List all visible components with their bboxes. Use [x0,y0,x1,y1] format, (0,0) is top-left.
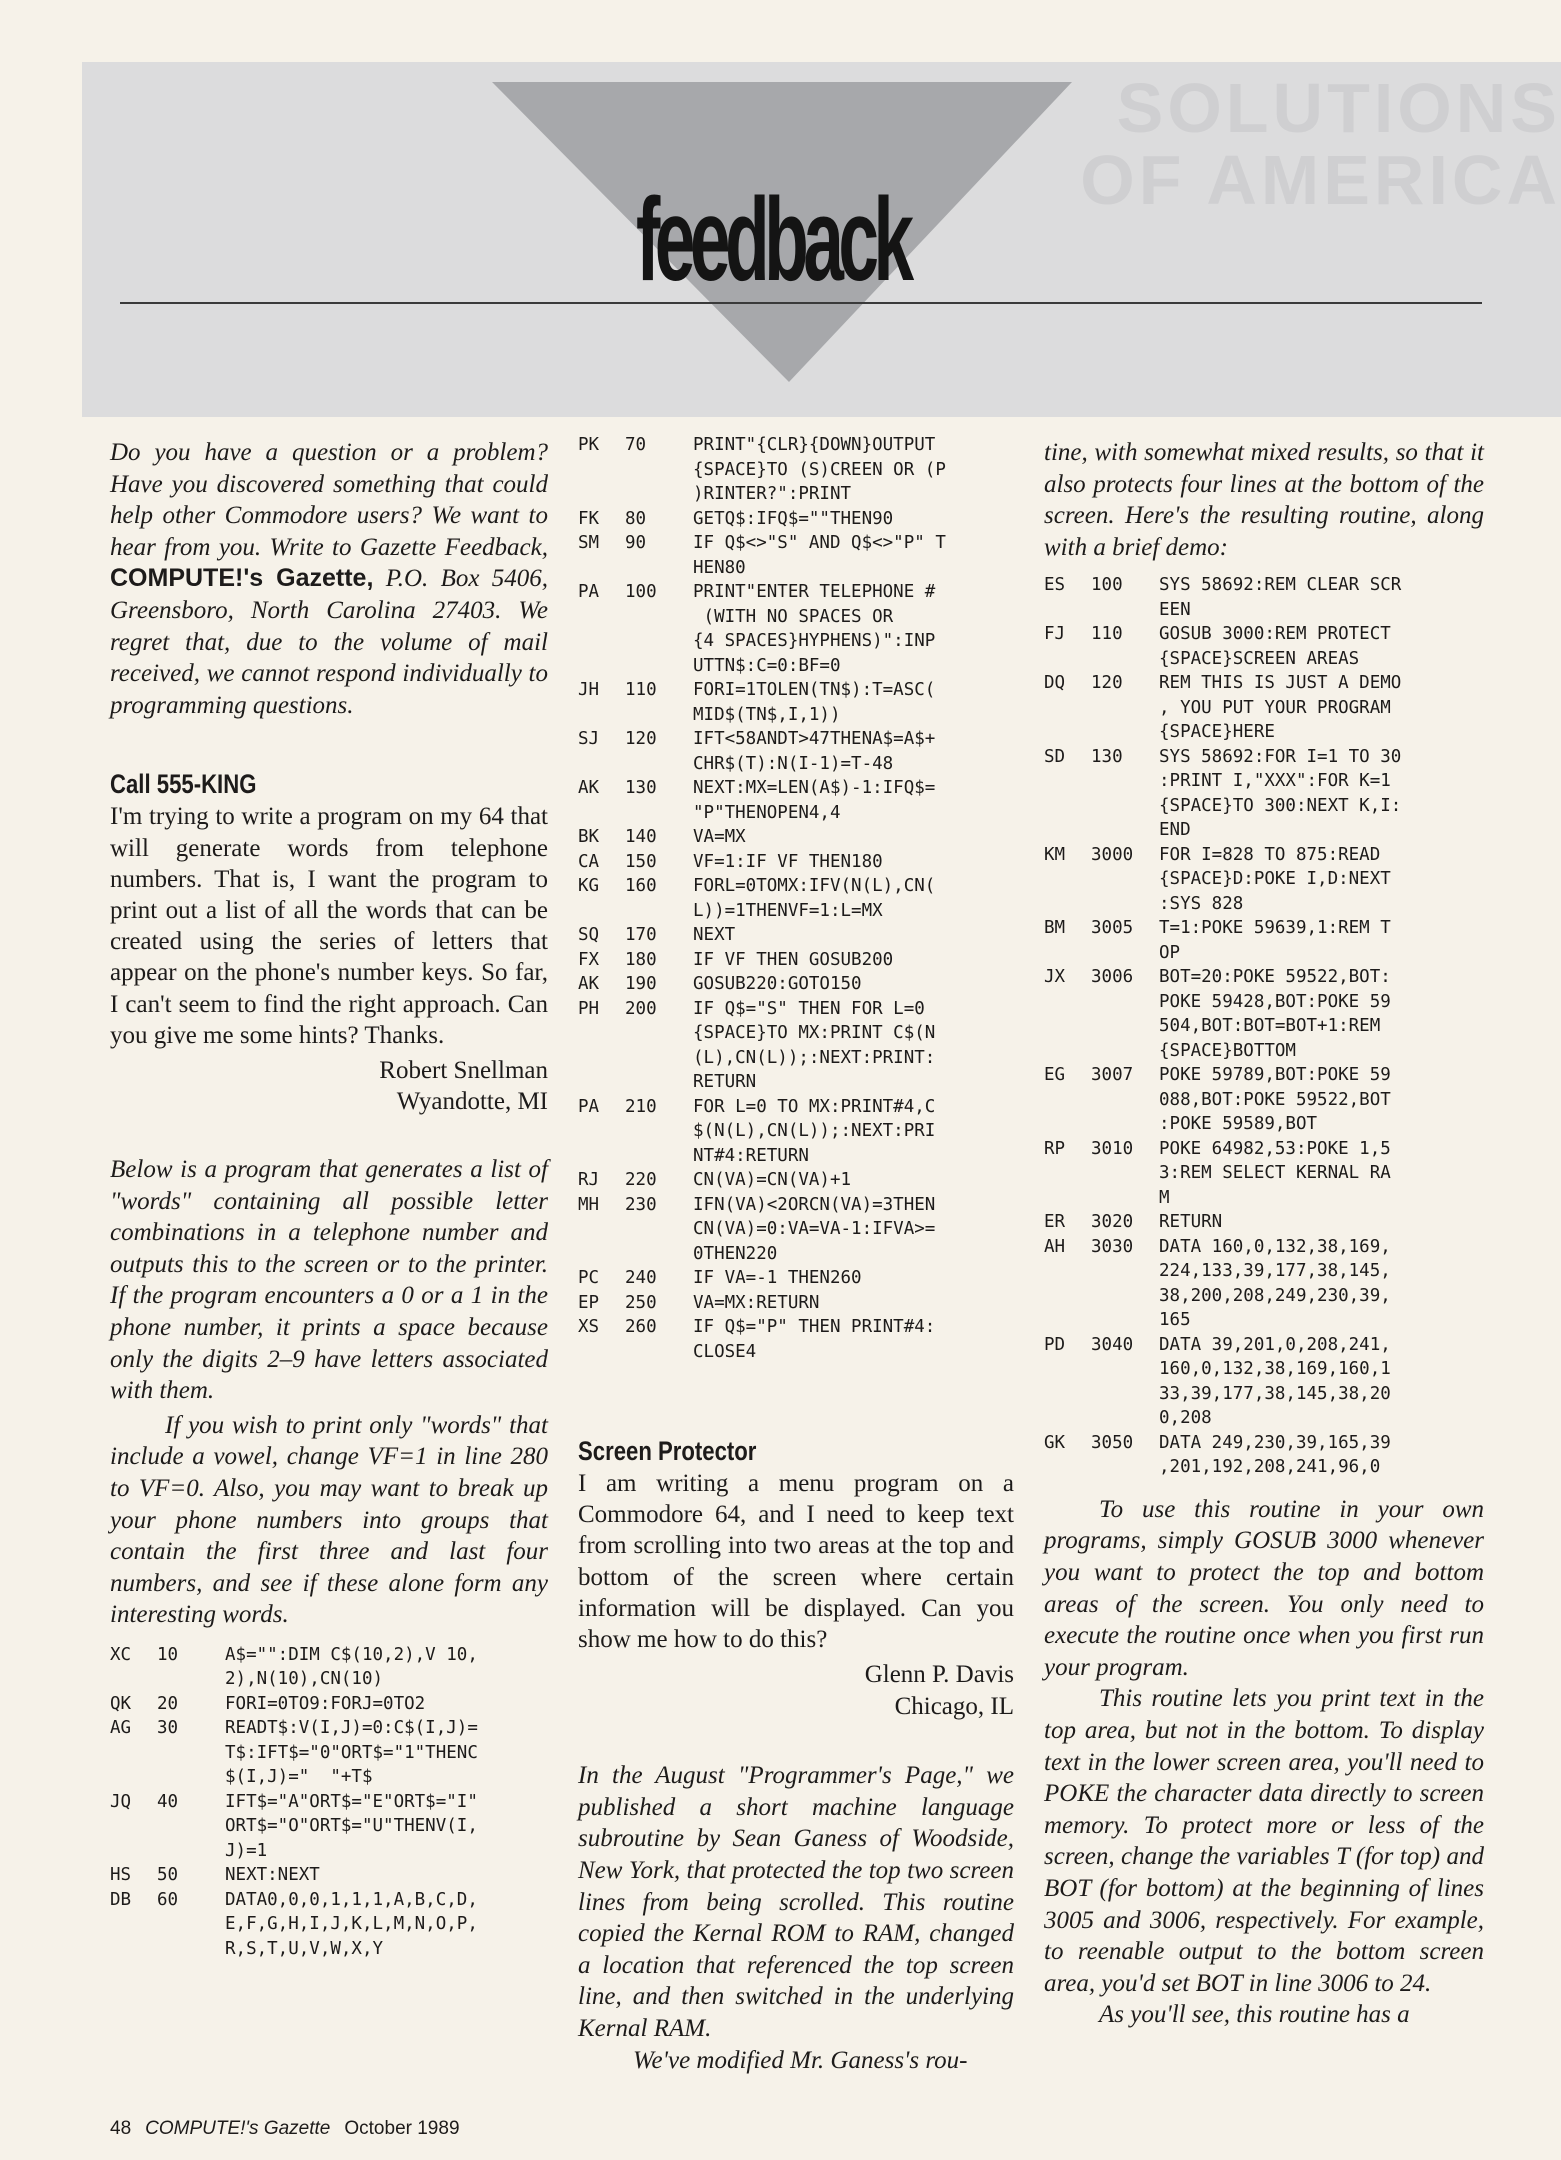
page-number: 48 [110,2118,132,2139]
code-line-number: 120 [625,729,657,749]
code-checksum: FK [578,508,600,529]
code-line [110,1643,548,1692]
signature-place: Chicago, IL [894,1692,1014,1720]
code-line-number: 180 [625,949,657,970]
code-line-number: 140 [625,827,657,847]
code-checksum: PK [578,435,600,455]
code-statement: SYS 58692:REM CLEAR SCR EEN [1159,575,1402,620]
code-statement: FORI=0TO9:FORJ=0TO2 [225,1693,426,1714]
code-line [1044,1431,1484,1480]
code-checksum: KG [578,876,600,896]
code-checksum: JX [1044,967,1066,988]
code-statement: RETURN [1159,1212,1223,1233]
code-checksum: GK [1044,1432,1066,1453]
background-text: SOLUTIONS OF AMERICA [1080,72,1561,219]
masthead-title: feedback [636,174,909,306]
code-line [1044,622,1484,671]
code-checksum: HS [110,1865,132,1886]
code-checksum: AK [578,778,600,798]
code-checksum: QK [110,1693,132,1714]
code-checksum: CA [578,851,600,872]
code-checksum: PH [578,998,600,1019]
code-line-number: 3000 [1091,844,1134,865]
brand-name: COMPUTE!'s Gazette, [110,564,374,593]
code-statement: IF VA=-1 THEN260 [693,1268,862,1288]
code-checksum: KM [1044,844,1066,865]
code-statement: DATA 39,201,0,208,241, 160,0,132,38,169,160,1 33,39,177,38,145,38,20 0,208 [1159,1334,1391,1429]
code-statement: GOSUB 3000:REM PROTECT {SPACE}SCREEN AREAS [1159,624,1391,669]
code-checksum: MH [578,1194,600,1215]
intro-paragraph: Do you have a question or a problem? Have you discovered something that could help other Commodore users? We want to hear from you. Write to Gazette Feedback, COMPUTE!'s Gazette, P.O. Box 5406, Greensboro, North Carolina 27403. We regret that, due to the volume of mail received, we cannot respond individually to programming questions. [110,439,548,719]
code-statement: IFT$="A"ORT$="E"ORT$="I" ORT$="O"ORT$="U"THENV(I, J)=1 [225,1791,478,1861]
code-checksum: SQ [578,925,600,945]
signature-name: Glenn P. Davis [864,1661,1014,1689]
code-checksum: AK [578,974,600,994]
code-statement: POKE 59789,BOT:POKE 59 088,BOT:POKE 59522,BOT :POKE 59589,BOT [1159,1065,1391,1135]
code-line [578,923,1014,948]
code-line [578,1266,1014,1291]
code-statement: T=1:POKE 59639,1:REM T OP [1159,918,1391,963]
code-line-number: 3040 [1091,1334,1134,1355]
code-line [578,850,1014,875]
letter-paragraph: I am writing a menu program on a Commodore 64, and I need to keep text from scrolling into two areas at the top and bottom of the screen where certain information will be displayed. Can you show me how to do this? [578,1470,1014,1654]
code-statement: READT$:V(I,J)=0:C$(I,J)= T$:IFT$="0"ORT$="1"THENC $(I,J)=" "+T$ [225,1718,478,1788]
code-listing-2 [578,433,1014,1364]
magazine-name: COMPUTE!'s Gazette [145,2118,331,2139]
code-statement: VF=1:IF VF THEN180 [693,851,883,872]
code-statement: IF VF THEN GOSUB200 [693,949,894,970]
code-statement: CN(VA)=CN(VA)+1 [693,1170,852,1190]
answer-paragraph: This routine lets you print text in the top area, but not in the bottom. To display text in the lower screen area, you'll need to POKE the character data directly to screen memory. To protect more or less of the screen, change the variables T (for top) and BOT (for bottom) at the beginning of lines 3005 and 3006, respectively. For example, to reenable output to the bottom screen area, you'd set BOT in line 3006 to 24. [1044,1685,1484,1997]
code-line-number: 260 [625,1317,657,1337]
code-statement: IF Q$<>"S" AND Q$<>"P" T HEN80 [693,533,946,578]
code-checksum: JQ [110,1791,132,1812]
code-statement: A$="":DIM C$(10,2),V 10, 2),N(10),CN(10) [225,1644,478,1690]
code-checksum: EG [1044,1065,1066,1086]
code-line [578,1315,1014,1364]
answer-paragraph: We've modified Mr. Ganess's rou- [633,2046,968,2074]
code-line [578,580,1014,678]
code-checksum: RJ [578,1170,600,1190]
code-line [578,1193,1014,1267]
code-line-number: 3030 [1091,1236,1134,1257]
code-statement: IFT<58ANDT>47THENA$=A$+ CHR$(T):N(I-1)=T-48 [693,729,936,774]
code-line-number: 40 [157,1791,179,1812]
code-line-number: 50 [157,1865,179,1886]
code-line [1044,671,1484,745]
code-line [1044,1063,1484,1137]
code-line-number: 3006 [1091,967,1134,988]
code-line [110,1716,548,1790]
code-line-number: 210 [625,1096,657,1117]
code-line-number: 20 [157,1693,179,1714]
code-line [578,678,1014,727]
code-checksum: XC [110,1644,132,1665]
code-line-number: 130 [1091,746,1123,767]
code-line [110,1692,548,1717]
signature-name: Robert Snellman [379,1056,548,1084]
code-line-number: 100 [1091,575,1123,596]
code-statement: NEXT:NEXT [225,1865,320,1886]
code-line-number: 3005 [1091,918,1134,939]
code-line-number: 250 [625,1292,657,1313]
code-statement: IF Q$="P" THEN PRINT#4: CLOSE4 [693,1317,936,1362]
column-2 [578,437,1014,2076]
code-line [578,1095,1014,1169]
code-line [578,997,1014,1095]
code-line [578,727,1014,776]
code-line-number: 130 [625,778,657,798]
code-line [578,531,1014,580]
code-statement: NEXT:MX=LEN(A$)-1:IFQ$= "P"THENOPEN4,4 [693,778,936,823]
code-line [1044,916,1484,965]
code-checksum: BM [1044,918,1066,939]
code-checksum: ES [1044,575,1066,596]
code-line-number: 150 [625,851,657,872]
code-statement: IF Q$="S" THEN FOR L=0 {SPACE}TO MX:PRINT C$(N (L),CN(L));:NEXT:PRINT: RETURN [693,998,936,1092]
page-footer [110,2118,460,2140]
code-checksum: DB [110,1889,132,1910]
code-checksum: RP [1044,1138,1066,1159]
code-line [1044,843,1484,917]
code-statement: VA=MX [693,827,746,847]
code-listing-3 [1044,573,1484,1480]
code-checksum: EP [578,1292,600,1313]
answer-paragraph: In the August "Programmer's Page," we published a short machine language subroutine by Sean Ganess of Woodside, New York, that protected the top two screen lines from being scrolled. This routine copied the Kernal ROM to RAM, changed a location that referenced the top screen line, and then switched in the underlying Kernal RAM. [578,1762,1014,2042]
code-line-number: 80 [625,508,647,529]
column-1 [110,437,548,1961]
code-statement: NEXT [693,925,736,945]
code-line [578,948,1014,973]
code-line-number: 30 [157,1718,179,1739]
code-statement: BOT=20:POKE 59522,BOT: POKE 59428,BOT:POKE 59 504,BOT:BOT=BOT+1:REM {SPACE}BOTTOM [1159,967,1391,1061]
code-statement: GOSUB220:GOTO150 [693,974,862,994]
code-checksum: PA [578,582,600,602]
code-line [110,1790,548,1864]
code-line-number: 3010 [1091,1138,1134,1159]
code-line [1044,573,1484,622]
code-statement: GETQ$:IFQ$=""THEN90 [693,508,894,529]
continued-paragraph: tine, with somewhat mixed results, so that it also protects four lines at the bottom of the screen. Here's the resulting routine, along with a brief demo: [1044,439,1484,561]
code-statement: POKE 64982,53:POKE 1,5 3:REM SELECT KERNAL RA M [1159,1138,1391,1208]
code-line-number: 90 [625,533,647,553]
code-statement: DATA0,0,0,1,1,1,A,B,C,D, E,F,G,H,I,J,K,L,M,N,O,P, R,S,T,U,V,W,X,Y [225,1889,478,1959]
code-line [110,1888,548,1962]
code-checksum: PC [578,1268,600,1288]
answer-paragraph: If you wish to print only "words" that include a vowel, change VF=1 in line 280 to VF=0. Also, you may want to break up your phone numbers into groups that contain the first three and last four numbers, and see if these alone form any interesting words. [110,1411,548,1629]
code-line [578,433,1014,507]
code-line-number: 160 [625,876,657,896]
code-checksum: JH [578,680,600,700]
code-line-number: 110 [1091,624,1123,645]
code-line-number: 120 [1091,673,1123,694]
code-checksum: ER [1044,1212,1066,1233]
code-line [578,972,1014,997]
code-line [1044,1333,1484,1431]
code-checksum: XS [578,1317,600,1337]
code-checksum: FJ [1044,624,1066,645]
code-checksum: SM [578,533,600,553]
column-3 [1044,437,1484,2031]
code-line-number: 3050 [1091,1432,1134,1453]
code-line-number: 230 [625,1194,657,1215]
code-line [578,1291,1014,1316]
code-statement: FORL=0TOMX:IFV(N(L),CN( L))=1THENVF=1:L=MX [693,876,936,921]
code-line-number: 70 [625,435,647,455]
code-line-number: 200 [625,998,657,1019]
code-statement: DATA 160,0,132,38,169, 224,133,39,177,38,145, 38,200,208,249,230,39, 165 [1159,1236,1391,1331]
answer-paragraph: To use this routine in your own programs, simply GOSUB 3000 whenever you want to protect the top and bottom areas of the screen. You only need to execute the routine once when you first run your program. [1044,1495,1484,1681]
code-checksum: AH [1044,1236,1066,1257]
answer-paragraph: As you'll see, this routine has a [1099,2001,1410,2029]
code-line [578,825,1014,850]
code-checksum: FX [578,949,600,970]
code-line [110,1863,548,1888]
signature-place: Wyandotte, MI [396,1088,548,1116]
code-line-number: 170 [625,925,657,945]
code-line-number: 3020 [1091,1212,1134,1233]
code-line [1044,1137,1484,1211]
code-statement: DATA 249,230,39,165,39 ,201,192,208,241,96,0 [1159,1432,1391,1478]
code-line-number: 220 [625,1170,657,1190]
code-checksum: SJ [578,729,600,749]
code-line [1044,1235,1484,1333]
code-line [578,1168,1014,1193]
code-line [1044,745,1484,843]
code-statement: FORI=1TOLEN(TN$):T=ASC( MID$(TN$,I,1)) [693,680,936,725]
code-statement: FOR I=828 TO 875:READ {SPACE}D:POKE I,D:NEXT :SYS 828 [1159,844,1391,914]
code-line-number: 100 [625,582,657,602]
code-line-number: 110 [625,680,657,700]
code-line [1044,1210,1484,1235]
code-checksum: PA [578,1096,600,1117]
code-line-number: 10 [157,1644,179,1665]
code-checksum: DQ [1044,673,1066,694]
code-line [578,776,1014,825]
code-checksum: AG [110,1718,132,1739]
code-line-number: 60 [157,1889,179,1910]
issue-date: October 1989 [344,2118,460,2139]
code-statement: FOR L=0 TO MX:PRINT#4,C $(N(L),CN(L));:NEXT:PRI NT#4:RETURN [693,1096,936,1166]
code-line-number: 240 [625,1268,657,1288]
answer-paragraph: Below is a program that generates a list of "words" containing all possible letter combinations in a telephone number and outputs this to the screen or to the printer. If the program encounters a 0 or a 1 in the phone number, it prints a space because only the digits 2–9 have letters associated with them. [110,1155,548,1405]
code-statement: VA=MX:RETURN [693,1292,820,1313]
code-statement: PRINT"ENTER TELEPHONE # (WITH NO SPACES OR {4 SPACES}HYPHENS)":INP UTTN$:C=0:BF=0 [693,582,936,676]
code-statement: REM THIS IS JUST A DEMO , YOU PUT YOUR PROGRAM {SPACE}HERE [1159,673,1402,743]
code-checksum: BK [578,827,600,847]
code-listing-1 [110,1643,548,1962]
code-checksum: PD [1044,1334,1066,1355]
code-line [1044,965,1484,1063]
letter-paragraph: I'm trying to write a program on my 64 that will generate words from telephone numbers. That is, I want the program to print out a list of all the words that can be created using the series of letters that appear on the phone's number keys. So far, I can't seem to find the right approach. Can you give me some hints? Thanks. [110,803,548,1049]
code-line [578,507,1014,532]
code-statement: PRINT"{CLR}{DOWN}OUTPUT {SPACE}TO (S)CREEN OR (P )RINTER?":PRINT [693,435,946,504]
section-heading-screen-protector: Screen Protector [578,1436,757,1466]
code-line-number: 3007 [1091,1065,1134,1086]
code-line [578,874,1014,923]
code-statement: SYS 58692:FOR I=1 TO 30 :PRINT I,"XXX":FOR K=1 {SPACE}TO 300:NEXT K,I: END [1159,746,1402,841]
code-line-number: 190 [625,974,657,994]
code-statement: IFN(VA)<2ORCN(VA)=3THEN CN(VA)=0:VA=VA-1:IFVA>= 0THEN220 [693,1194,936,1264]
section-heading-call-555-king: Call 555-KING [110,769,257,800]
code-checksum: SD [1044,746,1066,767]
